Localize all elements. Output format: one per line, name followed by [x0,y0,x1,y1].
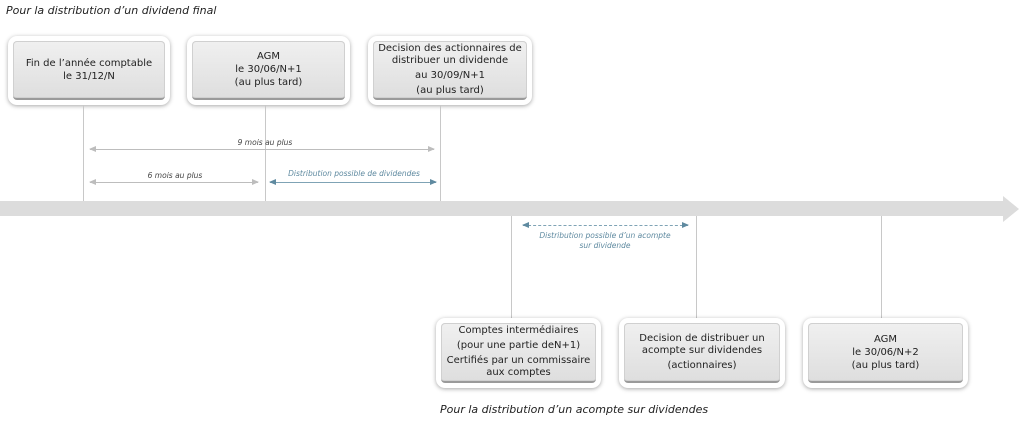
box-text: le 31/12/N [63,70,115,82]
arrow-right-icon [428,146,435,152]
box-text: AGM [873,333,898,345]
label-6-mois: 6 mois au plus [147,171,203,180]
heading-acompte: Pour la distribution d’un acompte sur dividendes [440,403,709,416]
box-text: AGM [256,51,281,62]
label-distribution-dividendes: Distribution possible de dividendes [288,169,420,178]
box-text: aux comptes [486,367,551,378]
arrow-left-icon [89,179,96,185]
box-agm-n1 [187,36,350,105]
label-9-mois: 9 mois au plus [237,138,293,147]
label-line: Distribution possible d’un acompte [539,231,671,240]
box-text: Comptes intermédiaires [458,325,579,336]
box-decision-acompte [619,318,785,388]
heading-dividend-final: Pour la distribution d’un dividend final [6,4,217,17]
timeline-arrowhead-icon [1003,196,1019,222]
arrow-left-icon [89,146,96,152]
box-text: (au plus tard) [234,77,303,88]
box-decision-actionnaires [368,36,532,105]
box-text: (actionnaires) [667,359,737,371]
label-line: sur dividende [579,241,631,250]
box-fin-annee-comptable [8,36,170,105]
connector-line [511,216,512,318]
connector-line [881,216,882,318]
box-text: (au plus tard) [851,359,920,371]
box-comptes-intermediaires [436,318,601,388]
box-text: distribuer un dividende [391,54,509,66]
connector-line [83,105,84,201]
box-text: Certifiés par un commissaire [446,355,591,366]
box-text: Decision de distribuer un [639,332,765,344]
arrow-left-icon [522,222,529,228]
box-text: au 30/09/N+1 [414,69,486,81]
label-distribution-acompte [520,231,690,251]
box-text: Decision des actionnaires de [378,42,522,54]
arrow-left-icon [269,179,276,185]
arrow-6-mois [90,182,258,183]
box-text: (pour une partie deN+1) [456,340,581,351]
timeline-bar [0,201,1005,216]
box-text: le 30/06/N+1 [235,64,302,75]
connector-line [440,105,441,201]
arrow-right-icon [252,179,259,185]
arrow-right-icon [682,222,689,228]
arrow-distribution-dividendes [270,182,436,183]
box-agm-n2 [803,318,968,388]
connector-line [265,105,266,201]
arrow-9-mois [90,149,434,150]
box-text: Fin de l’année comptable [25,57,153,69]
box-text: le 30/06/N+2 [852,346,919,358]
box-text: acompte sur dividendes [641,344,763,356]
connector-line [696,216,697,318]
arrow-right-icon [430,179,437,185]
arrow-distribution-acompte [523,225,688,226]
box-text: (au plus tard) [416,84,484,96]
